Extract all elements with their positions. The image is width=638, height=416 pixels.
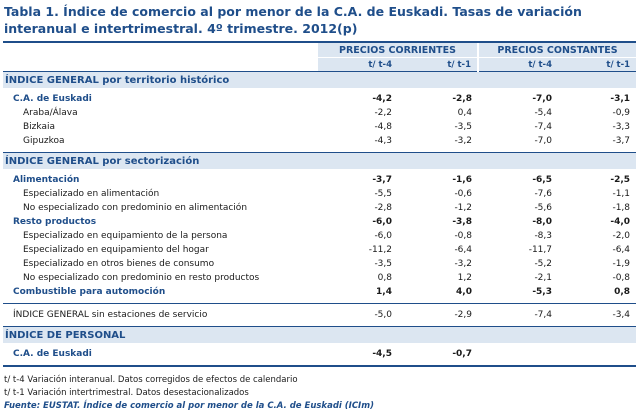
header-col-4: t/ t-1 [558, 58, 636, 72]
table-row: Especializado en equipamiento de la persona -6,0 -0,8 -8,3 -2,0 [23, 231, 631, 241]
table-row: No especializado con predominio en resto productos 0,8 1,2 -2,1 -0,8 [23, 273, 631, 283]
table-row: Resto productos -6,0 -3,8 -8,0 -4,0 [13, 217, 631, 227]
section-sectorizacion [3, 153, 636, 170]
header-precios-corrientes: PRECIOS CORRIENTES [318, 42, 478, 58]
header-col-2: t/ t-1 [398, 58, 478, 72]
table-row: No especializado con predominio en alimentación -2,8 -1,2 -5,6 -1,8 [23, 203, 631, 213]
data-table-container [3, 41, 636, 367]
header-row-groups [3, 42, 636, 58]
table-row: Gipuzkoa -4,3 -3,2 -7,0 -3,7 [23, 136, 631, 146]
table-notes [4, 374, 374, 413]
section-title: ÍNDICE GENERAL por territorio histórico [3, 72, 636, 89]
table-row: Especializado en equipamiento del hogar -11,2 -6,4 -11,7 -6,4 [23, 245, 631, 255]
note-intertrimestral: t/ t-1 Variación intertrimestral. Datos desestacionalizados [4, 388, 249, 398]
data-table [3, 41, 636, 367]
table-title: Tabla 1. Índice de comercio al por menor de la C.A. de Euskadi. Tasas de variación interanual e intertrimestral. 4º trimestre. 2012(p) [4, 4, 582, 36]
section-territorio [3, 72, 636, 89]
note-interanual: t/ t-4 Variación interanual. Datos corregidos de efectos de calendario [4, 375, 298, 385]
table-row: Combustible para automoción 1,4 4,0 -5,3 0,8 [13, 287, 631, 297]
table-row: Especializado en alimentación -5,5 -0,6 -7,6 -1,1 [23, 189, 631, 199]
table-row: Bizkaia -4,8 -3,5 -7,4 -3,3 [23, 122, 631, 132]
table-row: Araba/Álava -2,2 0,4 -5,4 -0,9 [23, 108, 631, 118]
header-col-1: t/ t-4 [318, 58, 398, 72]
table-row: Alimentación -3,7 -1,6 -6,5 -2,5 [13, 175, 631, 185]
table-row: Especializado en otros bienes de consumo -3,5 -3,2 -5,2 -1,9 [23, 259, 631, 269]
section-personal [3, 327, 636, 344]
header-row-columns [3, 58, 636, 72]
header-precios-constantes: PRECIOS CONSTANTES [478, 42, 636, 58]
table-row: ÍNDICE GENERAL sin estaciones de servicio -5,0 -2,9 -7,4 -3,4 [3, 304, 636, 323]
section-title: ÍNDICE DE PERSONAL [3, 327, 636, 344]
table-row: C.A. de Euskadi -4,5 -0,7 [13, 349, 472, 359]
source-note: Fuente: EUSTAT. Índice de comercio al por menor de la C.A. de Euskadi (ICIm) [4, 401, 374, 411]
section-title: ÍNDICE GENERAL por sectorización [3, 153, 636, 170]
table-row: C.A. de Euskadi -4,2 -2,8 -7,0 -3,1 [13, 94, 631, 104]
header-col-3: t/ t-4 [478, 58, 558, 72]
